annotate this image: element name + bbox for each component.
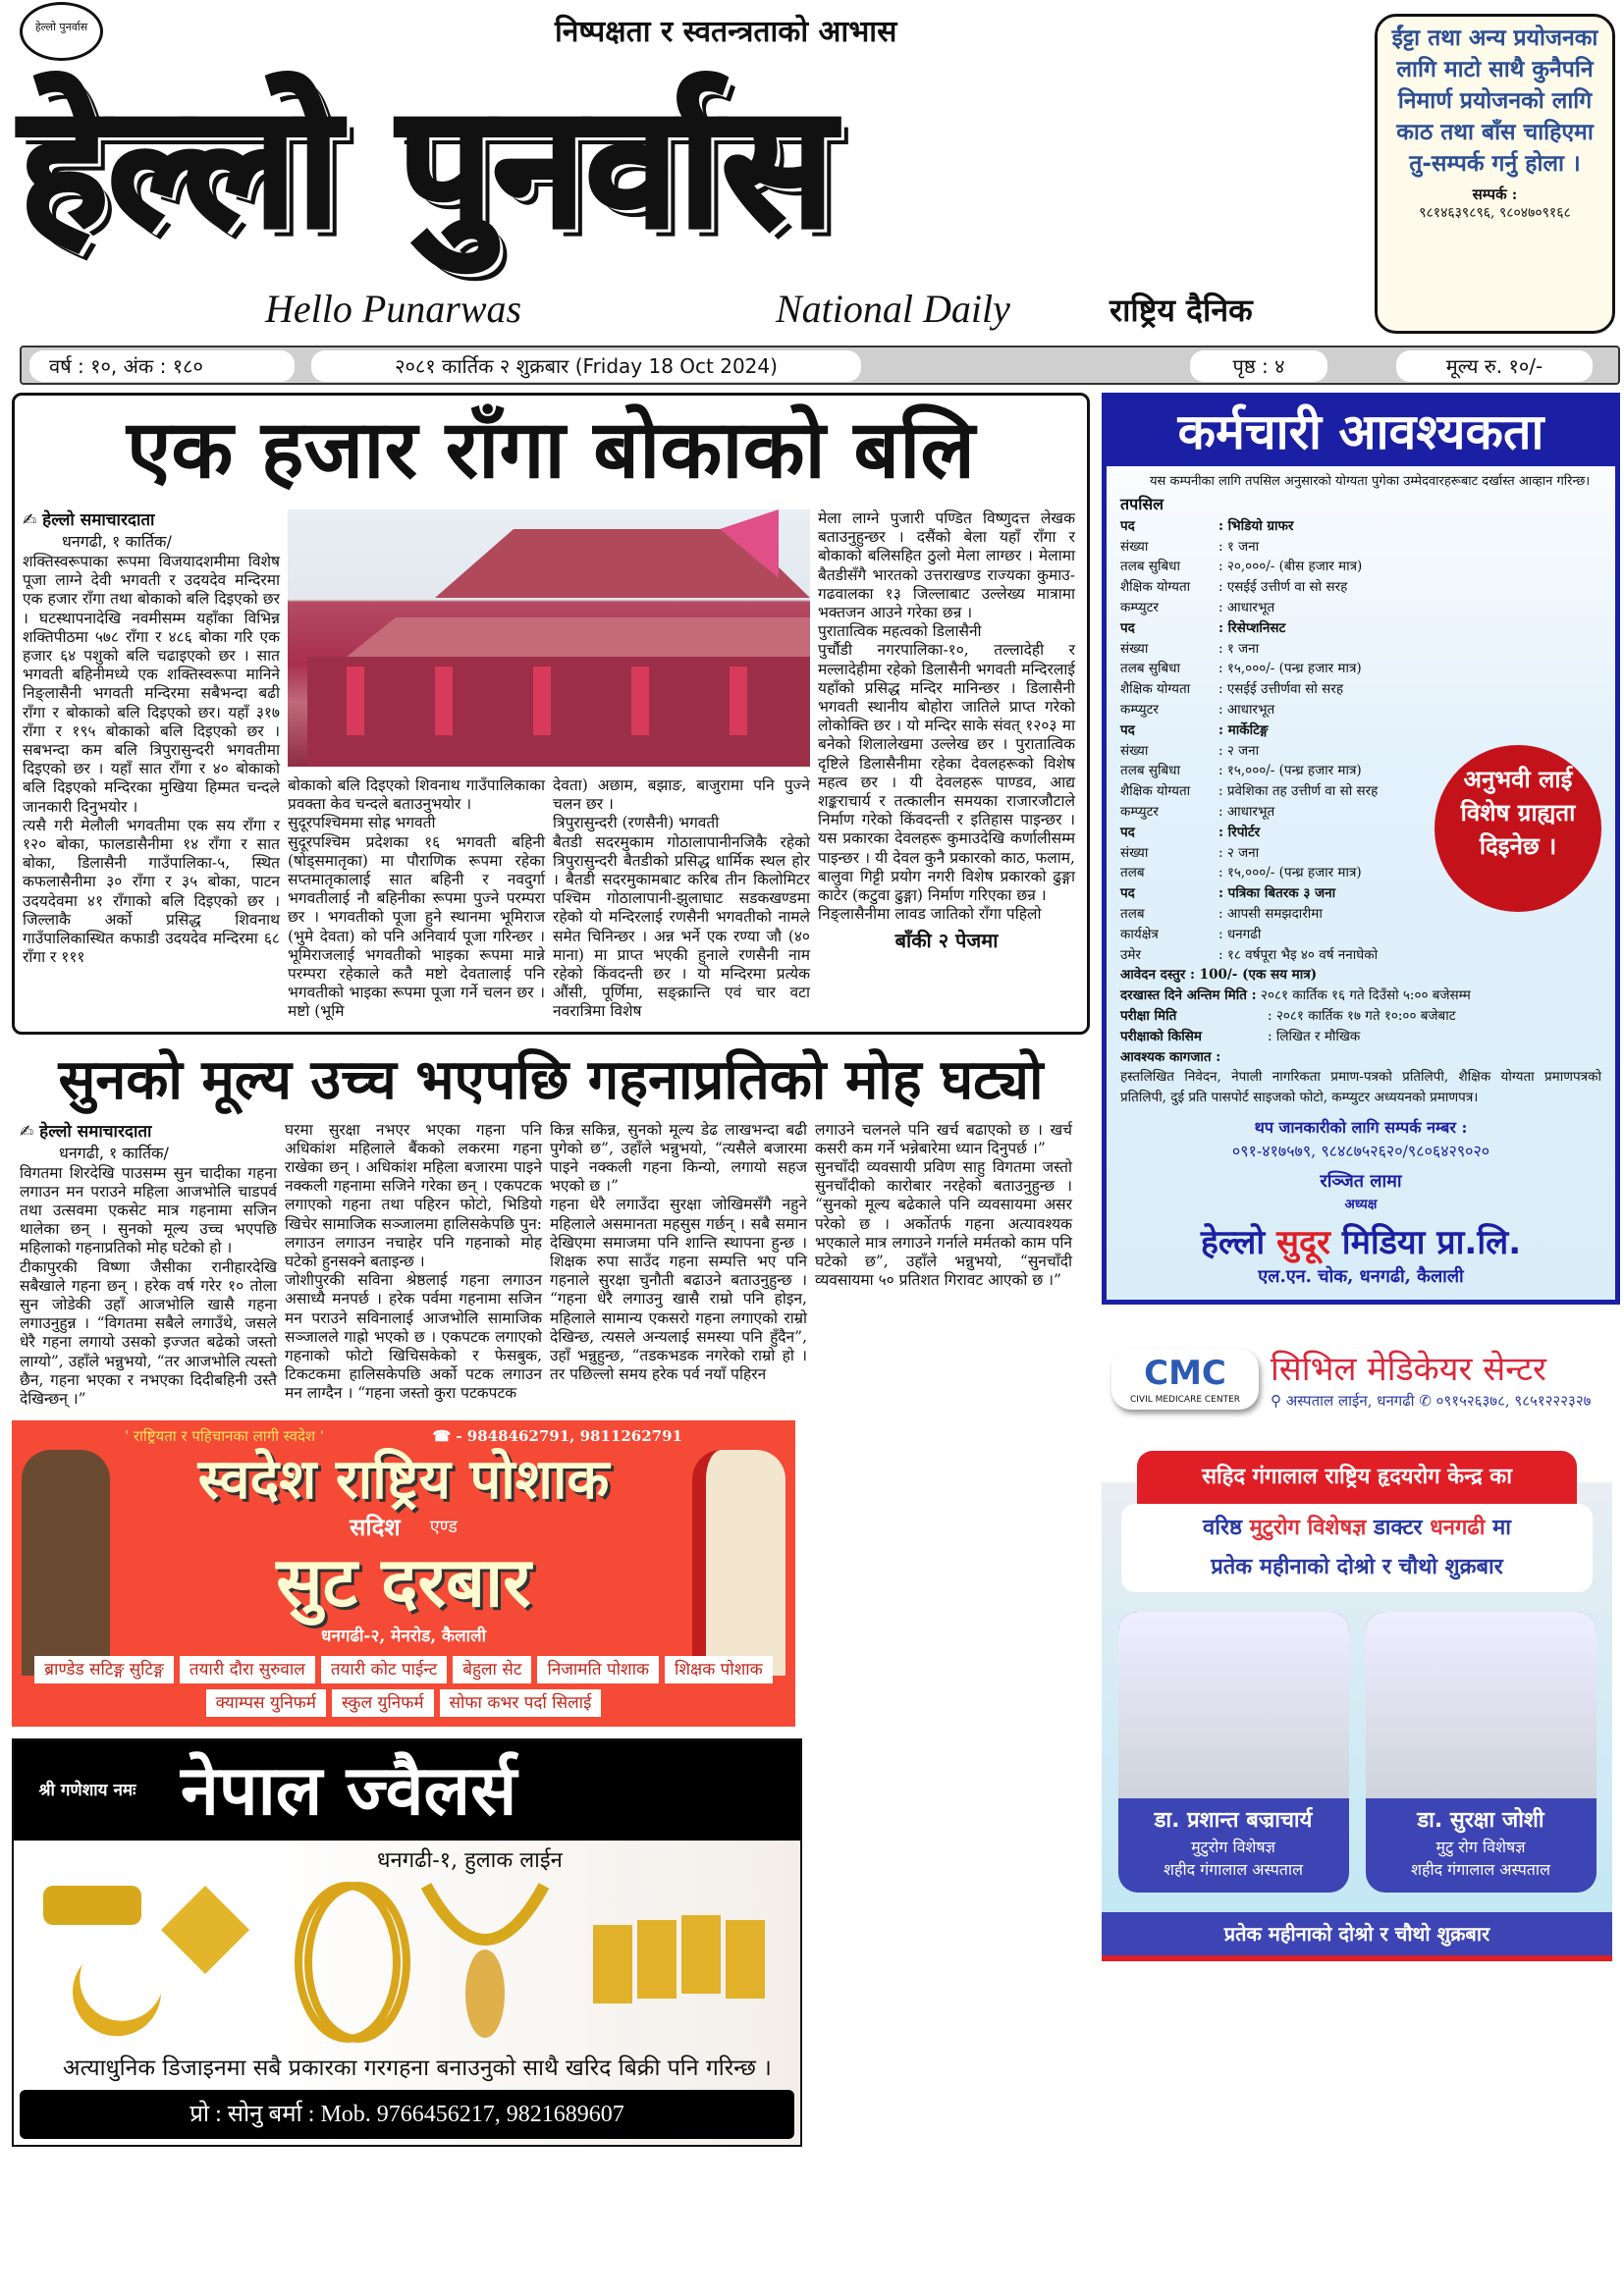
detail-value: : धनगढी [1218, 926, 1262, 942]
text: मा [1492, 1515, 1511, 1540]
model-photo-left [22, 1450, 110, 1676]
deadline: २०८१ कार्तिक १६ गते दिउँसो ५:०० बजेसम्म [1260, 988, 1471, 1004]
doctor-name: डा. सुरक्षा जोशी [1417, 1807, 1544, 1833]
detail-value: : आधारभूत [1218, 599, 1275, 615]
exam-type: : लिखित र मौखिक [1268, 1028, 1361, 1044]
company-name-part: मिडिया प्रा.लि. [1341, 1222, 1522, 1262]
detail-key: पद [1120, 824, 1135, 840]
job-detail-row [1120, 823, 1425, 843]
detail-value: : आधारभूत [1218, 701, 1275, 718]
page-number: पृष्ठ : ४ [1190, 350, 1327, 382]
detail-value: : १ जना [1218, 640, 1260, 657]
dateline: धनगढी, १ कार्तिक/ [62, 532, 172, 551]
job-detail-row [1120, 802, 1425, 823]
detail-value: : आधारभूत [1218, 803, 1275, 820]
jewellers-contact: प्रो : सोनु बर्मा : Mob. 9766456217, 9821689607 [20, 2090, 794, 2139]
job-detail-row [1120, 781, 1425, 802]
job-detail-row [1120, 537, 1601, 558]
contact-numbers: ०९१-४१७५७९, ९८४८७५२६२०/९८०६४२९०२० [1231, 1141, 1490, 1160]
jewellers-address: धनगढी-१, हुलाक लाईन [377, 1848, 563, 1874]
article-1-col-3 [553, 776, 810, 1022]
suit-slogan: ' राष्ट्रियता र पहिचानका लागी स्वदेश ' [125, 1427, 325, 1446]
service-tags [22, 1656, 785, 1717]
job-detail-row [1120, 700, 1601, 721]
detail-key: संख्या [1120, 844, 1149, 861]
detail-key: कार्यक्षेत्र [1120, 926, 1159, 942]
detail-value: : एसईई उत्तीर्णवा सो सरह [1218, 681, 1343, 698]
suit-darbar-ad [12, 1420, 795, 1727]
article-2 [12, 1046, 1090, 1410]
paragraph: बैतडी सदरमुकाम गोठालापानीनजिकै रहेको त्रिपुरासुन्दरी बैतडीको प्रसिद्ध धार्मिक स्थल होर । बैतडी सदरमुकामबाट करिब तीन किलोमिटर पश्चिम गोठालापानी-झुलाघाट सडकखण्डमा रहेको यो मन्दिरलाई रणसैनी भगवतीको नामले समेत चिनिन्छर । अन्न भर्ने एक रण्या जौ (४० माना) मा प्राप्त भएकी हुनाले रणसैनी नाम रहेको किंवदन्ती छर । यो मन्दिरमा प्रत्येक औंसी, पूर्णिमा, सङ्क्रान्ति एवं चार वटा नवरात्रिमा विशेष [553, 832, 810, 1021]
temple-illustration [288, 509, 810, 767]
paragraph: देवता) अछाम, बझाङ, बाजुरामा पनि पुज्ने चलन छर । [553, 776, 810, 814]
detail-value: : रिपोर्टर [1218, 824, 1261, 840]
company-name-part: हेल्लो [1200, 1222, 1266, 1262]
byline: ✍ हेल्लो समाचारदाता [23, 510, 155, 530]
dateline: धनगढी, १ कार्तिक/ [59, 1143, 169, 1162]
job-vacancy-ad [1102, 393, 1620, 1305]
english-type: National Daily [776, 287, 1010, 331]
jewellery-images [33, 1876, 789, 2053]
cmc-footer: प्रतेक महीनाको दोश्रो र चौथो शुक्रबार [1102, 1912, 1612, 1961]
masthead-title: हेल्लो पुनर्वास [20, 71, 835, 265]
promo-contact: ९८१४६३९८९६, ९८०४७०९१६८ [1419, 205, 1571, 221]
continued-link[interactable]: बाँकी २ पेजमा [894, 929, 999, 953]
contact-label: थप जानकारीको लागि सम्पर्क नम्बर : [1254, 1117, 1468, 1137]
cmc-schedule: प्रतेक महीनाको दोश्रो र चौथो शुक्रबार [1211, 1554, 1503, 1579]
article-1-box [12, 393, 1090, 1035]
service-tag: क्याम्पस युनिफर्म [206, 1689, 326, 1717]
cmc-logo-text: CMC [1144, 1354, 1226, 1394]
paragraph: जोशीपुरकी सविना श्रेष्ठलाई गहना लगाउन असाध्यै मनपर्छ । हरेक पर्वमा गहनामा सजिन मन पराउने सविनालाई आजभोलि सामाजिक सञ्जालले गाह्रो भएको छ । एकपटक लगाएको गहनाको फोटो खिचिसकेको र फेसबुक, टिकटकमा हालिसकेपछि अर्को पटक लगाउन मन लाग्दैन । “गहना जस्तो कुरा पटकपटक [285, 1271, 542, 1403]
paper-type: राष्ट्रिय दैनिक [1110, 292, 1253, 329]
detail-key: शैक्षिक योग्यता [1120, 783, 1191, 800]
article-2-headline: सुनको मूल्य उच्च भएपछि गहनाप्रतिको मोह घट्यो [58, 1047, 1044, 1112]
detail-value: : १५,०००/- (पन्ध्र हजार मात्र) [1218, 661, 1362, 677]
job-detail-row [1120, 761, 1425, 781]
suit-and: एण्ड [429, 1517, 458, 1538]
job-detail-row [1120, 741, 1425, 762]
documents-label: आवश्यक कागजात : [1120, 1048, 1221, 1065]
detail-key: संख्या [1120, 538, 1149, 555]
left-column [12, 393, 1090, 2147]
job-detail-row [1120, 925, 1601, 945]
detail-value: : भिडियो ग्राफर [1218, 517, 1294, 534]
article-1-col-1 [23, 509, 280, 1022]
job-detail-row [1120, 904, 1425, 925]
detail-value: : आपसी समझदारीमा [1218, 905, 1323, 922]
suit-address: धनगढी-२, मेनरोड, कैलाली [321, 1627, 486, 1647]
deadline-label: दरखास्त दिने अन्तिम मिति : [1120, 988, 1257, 1004]
doctor-card [1118, 1612, 1349, 1893]
detail-key: पद [1120, 517, 1135, 534]
paragraph: बोकाको बलि दिइएको शिवनाथ गाउँपालिकाका प्रवक्ता केव चन्दले बताउनुभयोर । [288, 776, 545, 814]
issue-date: २०८१ कार्तिक २ शुक्रबार (Friday 18 Oct 2024) [311, 350, 861, 382]
detail-key: शैक्षिक योग्यता [1120, 681, 1191, 698]
main-content [12, 393, 1622, 2147]
cmc-address: ⚲ अस्पताल लाईन, धनगढी [1271, 1391, 1415, 1410]
service-tag: निजामति पोशाक [537, 1656, 659, 1683]
paragraph: गहना धेरै लगाउँदा सुरक्षा जोखिमसँगै नहुने महिलाले असमानता महसुस गर्छन् । सबै समान देखिएमा समाजमा पनि शान्ति स्थापना हुन्छ । शिक्षक रुपा साउँद गहना सम्पत्ति भए पनि गहनाले सुरक्षा चुनौती बढाउने बताउनुहुन्छ । “गहना धेरै लगाउनु खासै राम्रो पनि होइन, महिलाले सामान्य एकसरो गहना लगाएको राम्रो देखिन्छ, त्यसले अन्यलाई समस्या पनि हुँदैन”, उहाँ भन्नुहुन्छ, “तडकभडक नगरेको राम्रो हो । तर पछिल्लो समय हरेक पर्व नयाँ पहिरन [550, 1196, 807, 1384]
detail-value: : १ जना [1218, 538, 1260, 555]
service-tag: सोफा कभर पर्दा सिलाई [440, 1689, 602, 1717]
cmc-phone: ✆ ०९१५२६३७८, ९८५१२२२३२७ [1419, 1391, 1592, 1410]
info-bar [20, 346, 1620, 385]
article-2-col-3 [550, 1121, 807, 1410]
suit-title-1: स्वदेश राष्ट्रिय पोशाक [197, 1448, 610, 1513]
jewellers-description: अत्याधुनिक डिजाइनमा सबै प्रकारका गरगहना बनाउनुको साथै खरिद बिक्री पनि गरिन्छ । [63, 2056, 772, 2082]
doctor-card [1366, 1612, 1597, 1893]
service-tag: तयारी दौरा सुरुवाल [180, 1656, 315, 1683]
service-tag: शिक्षक पोशाक [665, 1656, 773, 1683]
detail-value: : १५,०००/- (पन्ध्र हजार मात्र) [1218, 763, 1362, 779]
service-tag: स्कुल युनिफर्म [332, 1689, 434, 1717]
subheading: सुदूरपश्चिममा सोह्र भगवती [288, 814, 436, 832]
job-detail-row [1120, 659, 1601, 679]
job-detail-row [1120, 945, 1601, 966]
job-detail-row [1120, 516, 1601, 537]
article-1-col-2 [288, 776, 545, 1022]
doctor-list [1102, 1592, 1612, 1912]
documents: हस्तलिखित निवेदन, नेपाली नागरिकता प्रमाण-पत्रको प्रतिलिपी, शैक्षिक योग्यता प्रमाणपत्रको प्रतिलिपी, दुई प्रति पासपोर्ट साइजको फोटो, कम्प्युटर अध्ययनको प्रमाणपत्र। [1120, 1069, 1601, 1106]
job-detail-row [1120, 598, 1601, 618]
right-column [1102, 393, 1620, 1961]
suit-title-2: सुट दरबार [276, 1542, 531, 1624]
cmc-address-phone [1271, 1391, 1591, 1412]
article-2-col-1 [20, 1121, 277, 1410]
detail-value: : २ जना [1218, 742, 1260, 759]
jewellers-title: नेपाल ज्वैलर्स [181, 1750, 517, 1832]
paragraph: सुनचाँदी व्यवसायी प्रविण साहु विगतमा जस्तो सुनचाँदीको कारोबार नरहेको बताउनुहुन्छ । “सुनको मूल्य बढेकाले पनि व्यवसायमा असर परेको छ । अर्कोतर्फ गहना अत्यावश्यक भएकाले मात्र लगाउने गर्नाले मर्मतको काम पनि घटेको छ”, उहाँले भन्नुभयो, “सुनचाँदी व्यवसायमा ५० प्रतिशत गिरावट आएको छ ।” [815, 1158, 1072, 1290]
masthead-logo: हेल्लो पुनर्वास [20, 2, 103, 61]
english-name: Hello Punarwas [265, 287, 522, 331]
cmc-logo-sub: CIVIL MEDICARE CENTER [1129, 1395, 1241, 1406]
promo-contact-label: सम्पर्क : [1472, 186, 1518, 203]
job-ad-title: कर्मचारी आवश्यकता [1107, 398, 1615, 466]
job-detail-row [1120, 843, 1425, 864]
job-detail-row [1120, 618, 1601, 639]
detail-key: तलब सुबिधा [1120, 559, 1180, 575]
blessing: श्री गणेशाय नमः [38, 1781, 136, 1801]
cmc-banner: सहिद गंगालाल राष्ट्रिय हृदयरोग केन्द्र का [1137, 1451, 1577, 1504]
detail-key: कम्प्युटर [1120, 599, 1159, 615]
company-address: एल.एन. चोक, धनगढी, कैलाली [1258, 1265, 1464, 1287]
chairperson-name: रञ्जित लामा [1320, 1170, 1402, 1192]
detail-value: : मार्केटिङ्ग [1218, 721, 1269, 738]
detail-value: : प्रवेशिका तह उत्तीर्ण वा सो सरह [1218, 783, 1379, 800]
detail-key: तलब [1120, 865, 1145, 881]
masthead-tagline: निष्पक्षता र स्वतन्त्रताको आभास [555, 15, 897, 49]
detail-value: : पत्रिका बितरक ३ जना [1218, 885, 1336, 902]
job-detail-row [1120, 557, 1601, 577]
paragraph: घरमा सुरक्षा नभएर भएका गहना पनि अधिकांश महिलाले बैंकको लकरमा गहना राखेका छन् । अधिकांश महिला बजारमा पाइने नक्कली गहनामा सजिने गरेका छन् । एकपटक लगाएको गहना तथा पहिरन फोटो, भिडियो खिचेर सामाजिक सञ्जालमा हालिसकेपछि पुन: लगाउन लगाउन नचाहेर पनि गहनाको मोह घटेको हुनसक्ने बताइन्छ । [285, 1120, 542, 1271]
detail-value: : एसईई उत्तीर्ण वा सो सरह [1218, 579, 1348, 596]
detail-value: : रिसेप्शनिसट [1218, 619, 1286, 636]
exam-type-label: परीक्षाको किसिम [1120, 1028, 1202, 1044]
volume-issue: वर्ष : १०, अंक : १८० [29, 350, 295, 382]
job-detail-row [1120, 639, 1601, 660]
detail-key: पद [1120, 619, 1135, 636]
service-tag: तयारी कोट पाईन्ट [321, 1656, 447, 1683]
job-intro: यस कम्पनीका लागि तपसिल अनुसारको योग्यता पुगेका उम्मेदवारहरूबाट दर्खास्त आव्हान गरिन्छ। [1150, 474, 1591, 489]
article-1-col-4 [818, 509, 1075, 1022]
detail-key: पद [1120, 885, 1135, 902]
detail-key: संख्या [1120, 742, 1149, 759]
paragraph: पुर्चौडी नगरपालिका-१०, तल्लादेही र मल्लादेहीमा रहेको डिलासैनी भगवती मन्दिरलाई यहाँको प्रसिद्ध मन्दिर मानिन्छर । डिलासैनी भगवती स्थानीय बोहोरा जातिले प्राप्त गरेको लोकोक्ति छर । यो मन्दिर साके संवत् १२०३ मा बनेको शिलालेखमा उल्लेख छर । पुरातात्विक दृष्टिले डिलासैनीमा रहेका देवलहरूको विशेष महत्व छर । यी देवलहरू पाण्डव, आद्य शङ्कराचार्य र तत्कालीन समयका राजारजौटाले निर्माण गरेको किंवदन्ती र इतिहास पाइन्छर । यस प्रकारका देवलहरू कुमाउदेखि कर्णालीसम्म पाइन्छर । यी देवल कुनै प्रकारको काठ, फलाम, बालुवा गिट्टी प्रयोग नगरी विशेष प्रकारको ढुङ्गा काटेर (कटुवा ढुङ्गा) निर्माण गरिएका छन्र । [818, 641, 1075, 905]
detail-key: तलब सुबिधा [1120, 661, 1180, 677]
doctor-name: डा. प्रशान्त बज्राचार्य [1154, 1807, 1313, 1833]
detail-key: तलब सुबिधा [1120, 763, 1180, 779]
exam-date-label: परीक्षा मिति [1120, 1007, 1177, 1024]
article-2-col-2 [285, 1121, 542, 1410]
cmc-name: सिभिल मेडिकेयर सेन्टर [1271, 1349, 1546, 1389]
doctor-photo [1366, 1612, 1597, 1798]
cmc-medical-ad [1102, 1334, 1612, 1961]
paragraph: मेला लाग्ने पुजारी पण्डित विष्णुदत्त लेखक बताउनुहुन्छर । दसैंको बेला यहाँ राँगा र बोकाको बलिसहित ठुलो मेला लाग्छर । मेलामा बैतडीसँगै भारतको उत्तराखण्ड राज्यका कुमाउ-गढवालका १३ जिल्लाबाट उल्लेख्य मात्रामा भक्तजन आउने गरेका छन्र । [818, 509, 1075, 622]
job-detail-row [1120, 679, 1601, 700]
byline: ✍ हेल्लो समाचारदाता [20, 1121, 152, 1142]
detail-key: कम्प्युटर [1120, 701, 1159, 718]
article-2-col-4 [815, 1121, 1072, 1410]
exam-date: : २०८१ कार्तिक १७ गते १०:०० बजेबाट [1268, 1007, 1456, 1024]
text: धनगढी [1430, 1515, 1486, 1540]
doctor-photo [1118, 1612, 1349, 1798]
paragraph: शक्तिस्वरूपाका रूपमा विजयादशमीमा विशेष पूजा लाग्ने देवी भगवती र उदयदेव मन्दिरमा एक हजार राँगा तथा बोकाको बलि दिइएको छर । घटस्थापनादेखि नवमीसम्म यहाँका विभिन्न शक्तिपीठमा ५७८ राँगा र ४८६ बोका गरि एक हजार ६४ पशुको बलि चढाइएको छर । सात भगवती बहिनीमध्ये एक शक्तिस्वरूपा मानिने निङ्लासैनी भगवती मन्दिरमा सबैभन्दा बढी राँगा र बोकाको बलि दिइएको छर। यहाँ ३१७ राँगा र १९५ बोकाको बलि दिइएको छर । सबभन्दा कम बलि त्रिपुरासुन्दरी भगवतीमा दिइएको छर । यहाँ सात राँगा र ४० बोकाको बलि दिइएको मन्दिरका मुखिया हिम्मत चन्दले जानकारी दिनुभयोर । [23, 553, 280, 816]
detail-value: : २ जना [1218, 844, 1260, 861]
paragraph: विगतमा शिरदेखि पाउसम्म सुन चादीका गहना लगाउन मन पराउने महिला आजभोलि चाडपर्व तथा उत्सवमा एकसेट मात्र गहनामा सजिन थालेका छन् । सुनको मूल्य उच्च भएपछि महिलाको गहनाप्रतिको मोह घटेको हो । [20, 1163, 277, 1257]
paragraph: सुदूरपश्चिम प्रदेशका १६ भगवती बहिनी (षोड्समातृका) मा पौराणिक रूपमा रहेका सप्तमातृकालाई सात बहिनी र नवदुर्गा भगवतीलाई नौ बहिनीका रूपमा पुज्ने परम्परा छर । भगवतीको पूजा हुने स्थानमा भूमिराज (भुमे देवता) को पनि अनिवार्य पूजा गरिन्छर । भूमिराजलाई भगवतीको भाइका रूपमा मान्ने परम्परा रहेकाले कतै मष्टो देवतालाई पनि भगवतीको भाइका रूपमा पूजा गर्ने चलन छर । मष्टो (भूमि [288, 832, 545, 1021]
suit-brand: सदिश [350, 1513, 401, 1542]
paragraph: टीकापुरकी विष्णा जैसीका रानीहारदेखि सबैखाले गहना छन् । हरेक वर्ष गरेर १० तोला सुन जोडेकी उहाँ आजभोलि खासै गहना लगाउनुहुन्न । “विगतमा सबैले लगाउँथे, जसले धेरै गहना लगायो उसको इज्जत बढेको जस्तो लाग्यो”, उहाँले भन्नुभयो, “तर आजभोलि त्यस्तो छैन, गहना भएका र नभएका दिदीबहिनी उस्तै देखिन्छन् ।” [20, 1257, 277, 1409]
paragraph: त्यसै गरी मेलौली भगवतीमा एक सय राँगा र १२० बोका, फालडासैनीमा १४ राँगा र सात बोका, डिलासैनी गाउँपालिका-५, स्थित कफलासैनीमा ३० राँगा र ३५ बोका, पाटन उदयदेवमा ४१ राँगाको बलि दिइएको छर । जिल्लाकै अर्को प्रसिद्ध शिवनाथ गाउँपालिकास्थित कफाडी उदयदेव मन्दिरमा ६८ राँगा र १११ [23, 816, 280, 967]
job-detail-row [1120, 883, 1425, 904]
subheading: त्रिपुरासुन्दरी (रणसैनी) भगवती [553, 814, 720, 832]
job-detail-row [1120, 577, 1601, 598]
detail-value: : १५,०००/- (पन्ध्र हजार मात्र) [1218, 865, 1362, 881]
doctor-hospital: शहीद गंगालाल अस्पताल [1411, 1859, 1550, 1879]
company-name [1120, 1221, 1601, 1264]
article-1-headline: एक हजार राँगा बोकाको बलि [127, 403, 975, 497]
job-details-list [1120, 516, 1601, 966]
service-tag: बेहुला सेट [453, 1656, 531, 1683]
company-name-part: सुदूर [1275, 1222, 1330, 1262]
doctor-specialty: मुटु रोग विशेषज्ञ [1435, 1837, 1526, 1856]
experience-badge: अनुभवी लाई विशेष ग्राह्यता दिइनेछ । [1435, 745, 1601, 912]
suit-phone: ☎ - 9848462791, 9811262791 [432, 1427, 682, 1446]
detail-value: : २०,०००/- (बीस हजार मात्र) [1218, 559, 1363, 575]
job-detail-row [1120, 721, 1601, 741]
detail-key: कम्प्युटर [1120, 803, 1159, 820]
subheading: पुरातात्विक महत्वको डिलासैनी [818, 622, 982, 641]
tapasil-heading: तपसिल [1120, 494, 1164, 513]
doctor-specialty: मुटुरोग विशेषज्ञ [1191, 1837, 1275, 1856]
paragraph: लगाउने चलनले पनि खर्च बढाएको छ । खर्च कसरी कम गर्ने भन्नेबारेमा ध्यान दिनुपर्छ ।” [815, 1120, 1072, 1157]
temple-photo [288, 509, 810, 767]
text: मुटुरोग विशेषज्ञ [1249, 1515, 1367, 1540]
detail-key: संख्या [1120, 640, 1149, 657]
model-photo-right [692, 1450, 785, 1676]
detail-key: उमेर [1120, 946, 1141, 963]
text: डाक्टर [1373, 1515, 1423, 1540]
detail-value: : १८ वर्षपूरा भैइ ४० वर्ष ननाघेको [1218, 946, 1379, 963]
chairperson-role: अध्यक्ष [1344, 1196, 1378, 1212]
paragraph: निङ्लासैनीमा लावड जातिको राँगा पहिलो [818, 905, 1042, 924]
nepal-jewellers-ad [12, 1738, 802, 2147]
job-detail-row [1120, 863, 1425, 883]
doctor-hospital: शहीद गंगालाल अस्पताल [1164, 1859, 1303, 1879]
text: वरिष्ठ [1203, 1515, 1242, 1540]
cmc-logo [1111, 1349, 1259, 1410]
detail-key: शैक्षिक योग्यता [1120, 579, 1191, 596]
detail-key: तलब [1120, 905, 1145, 922]
service-tag: ब्राण्डेड सटिङ्ग सुटिङ्ग [34, 1656, 174, 1683]
price: मूल्य रु. १०/- [1396, 350, 1593, 382]
promo-message: ईंट्टा तथा अन्य प्रयोजनका लागि माटो साथै कुनैपनि निमार्ण प्रयोजनको लागि काठ तथा बाँस चाहिएमा तु-सम्पर्क गर्नु होला । [1391, 26, 1598, 177]
application-fee: आवेदन दस्तुर : 100/- (एक सय मात्र) [1120, 967, 1318, 984]
paragraph: किन्न सकिन्न, सुनको मूल्य डेढ लाखभन्दा बढी पुगेको छ”, उहाँले भन्नुभयो, “त्यसैले बजारमा पाइने नक्कली गहना किन्यो, लगायो सहज भएको छ ।” [550, 1120, 807, 1196]
cmc-schedule-box [1121, 1504, 1593, 1592]
promo-box [1375, 14, 1615, 334]
detail-key: पद [1120, 721, 1135, 738]
